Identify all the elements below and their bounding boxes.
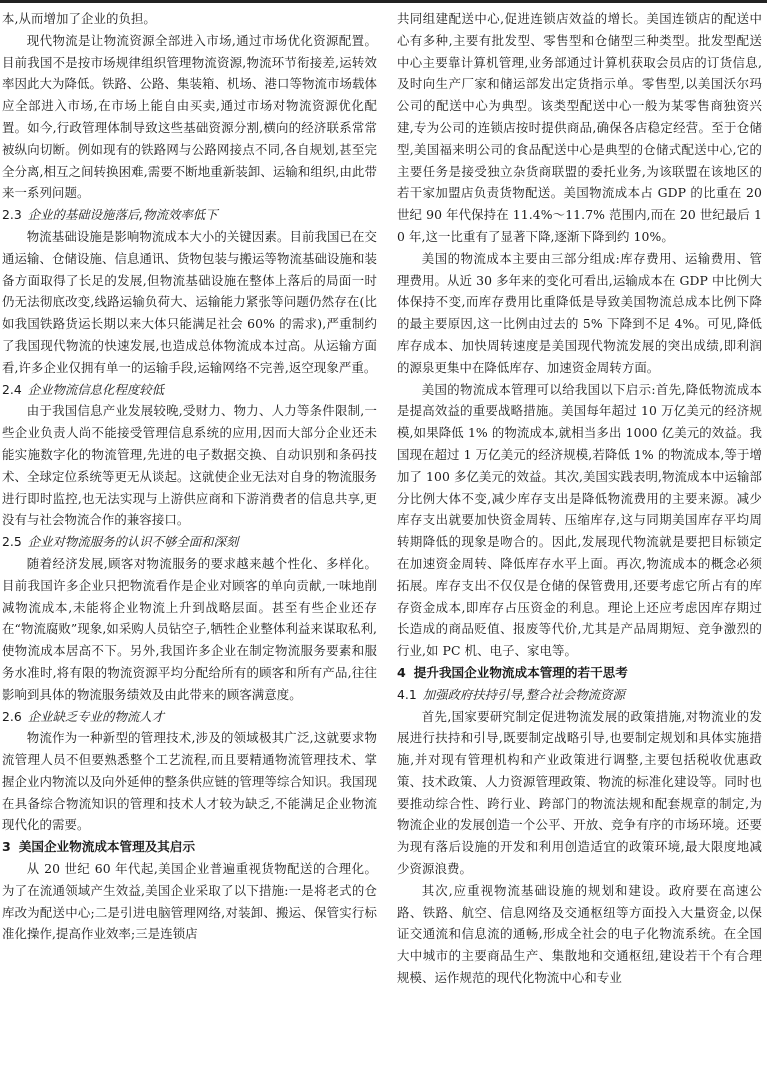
section-title: 企业物流信息化程度较低 <box>27 381 165 397</box>
paragraph: 美国的物流成本主要由三部分组成:库存费用、运输费用、管理费用。从近 30 多年来的变化可看出,运输成本在 GDP 中比例大体保持不变,而库存费用比重降低是导致美国物流总成本比例下降的最主要原因,这一比例由过去的 5% 下降到不足 4%。可见,降低库存成本、加快周转速度是美国现代物流发展的突出成绩,即利润的源泉更集中在降低库存、加速资金周转方面。 <box>397 250 762 375</box>
paragraph: 共同组建配送中心,促进连锁店效益的增长。美国连锁店的配送中心有多种,主要有批发型、零售型和仓储型三种类型。批发型配送中心主要靠计算机管理,业务部通过计算机获取会员店的订货信息,及时向生产厂家和储运部发出定货指示单。零售型,以美国沃尔玛公司的配送中心为典型。该类型配送中心一般为某零售商独资兴建,专为公司的连锁店按时提供商品,确保各店稳定经营。至于仓储型,美国福来明公司的食品配送中心是典型的仓储式配送中心,它的主要任务是接受独立杂货商联盟的委托业务,为该联盟在该地区的若干家加盟店负责货物配送。美国物流成本占 GDP 的比重在 20 世纪 90 年代保持在 11.4%～11.7% 范围内,而在 20 世纪最后 10 年,这一比重有了显著下降,逐渐下降到约 10%。 <box>397 11 762 244</box>
left-column <box>2 8 377 1066</box>
paragraph: 本,从而增加了企业的负担。 <box>2 11 156 26</box>
section-title: 美国企业物流成本管理及其启示 <box>18 839 196 855</box>
paragraph: 首先,国家要研究制定促进物流发展的政策措施,对物流业的发展进行扶持和引导,既要制定战略引导,也要制定规划和具体实施措施,并对现有管理机构和产业政策进行调整,主要包括税收优惠政策、技术政策、人力资源管理政策、物流的标准化建设等。同时也要推动综合性、跨行业、跨部门的物流法规和配套规章的制定,为物流企业的发展创造一个公平、开放、竞争有序的市场环境。还要为现有落后设施的开发和利用创造适宜的政策环境,最大限度地减少资源浪费。 <box>397 708 762 877</box>
section-heading-4-1 <box>397 684 762 706</box>
paragraph: 其次,应重视物流基础设施的规划和建设。政府要在高速公路、铁路、航空、信息网络及交通枢纽等方面投入大量资金,以保证交通流和信息流的通畅,形成全社会的电子化物流系统。在全国大中城市的主要商品生产、集散地和交通枢纽,建设若干个有合理规模、运作规范的现代化物流中心和专业 <box>397 882 762 986</box>
section-title: 加强政府扶持引导,整合社会物流资源 <box>422 686 625 702</box>
paragraph: 现代物流是让物流资源全部进入市场,通过市场优化资源配置。目前我国不是按市场规律组织管理物流资源,物流环节衔接差,运转效率因此大为降低。铁路、公路、集装箱、机场、港口等物流市场载体应全部进入市场,在市场上能自由买卖,通过市场对物流资源优化配置。如今,行政管理体制导致这些基础资源分割,横向的经济联系常常被纵向切断。例如现有的铁路网与公路网接点不同,各自规划,甚至完全分离,相互之间转换困难,需要不断地重新装卸、运输和组织,由此带来一系列问题。 <box>2 32 377 201</box>
paragraph: 物流基础设施是影响物流成本大小的关键因素。目前我国已在交通运输、仓储设施、信息通讯、货物包装与搬运等物流基础设施和装备方面取得了长足的发展,但物流基础设施在整体上落后的局面一时仍无法彻底改变,线路运输负荷大、运输能力紧张等问题仍然存在(比如我国铁路货运长期以来大体只能满足社会 60% 的需求),严重制约了我国现代物流的快速发展,也造成总体物流成本过高。从运输方面看,许多企业仅拥有单一的运输手段,运输网络不完善,返空现象严重。 <box>2 228 377 375</box>
paragraph: 随着经济发展,顾客对物流服务的要求越来越个性化、多样化。目前我国许多企业只把物流看作是企业对顾客的单向贡献,一味地削减物流成本,未能将企业物流上升到战略层面。甚至有些企业还存在“物流腐败”现象,如采购人员钻空子,牺牲企业整体利益来谋取私利,使物流成本居高不下。另外,我国许多企业在制定物流服务要素和服务水准时,将有限的物流资源平均分配给所有的顾客和所有产品,往往影响到具体的物流服务绩效及由此带来的顾客满意度。 <box>2 555 377 702</box>
paragraph: 美国的物流成本管理可以给我国以下启示:首先,降低物流成本是提高效益的重要战略措施。美国每年超过 10 万亿美元的经济规模,如果降低 1% 的物流成本,就相当多出 1000 亿美元的效益。我国现在超过 1 万亿美元的经济规模,若降低 1% 的物流成本,等于增加了 100 多亿美元的效益。其次,美国实践表明,物流成本中运输部分比例大体不变,减少库存支出是降低物流费用的主要来源。减少库存支出就要加快资金周转、压缩库存,这与同期美国库存平均周转期降低的现象是吻合的。因此,发展现代物流就是要把目标锁定在加速资金周转、降低库存水平上面。再次,物流成本的概念必须拓展。库存支出不仅仅是仓储的保管费用,还要考虑它所占有的库存资金成本,即库存占压资金的利息。理论上还应考虑因库存期过长造成的商品贬值、报废等代价,尤其是产品周期短、竞争激烈的行业,如 PC 机、电子、家电等。 <box>397 381 762 659</box>
section-number: 4.1 <box>397 686 417 702</box>
section-number: 3 <box>2 839 11 855</box>
section-number: 2.4 <box>2 381 22 397</box>
right-column <box>397 8 762 1066</box>
section-heading-2-6 <box>2 706 377 728</box>
section-number: 2.3 <box>2 207 22 223</box>
section-title: 企业的基础设施落后,物流效率低下 <box>27 207 218 223</box>
section-heading-2-5 <box>2 531 377 553</box>
section-title: 提升我国企业物流成本管理的若干思考 <box>413 664 628 680</box>
section-number: 2.5 <box>2 534 22 550</box>
header-rule <box>0 0 767 3</box>
article-page <box>2 8 762 1066</box>
section-heading-4 <box>397 662 762 684</box>
section-heading-2-3 <box>2 204 377 226</box>
section-title: 企业对物流服务的认识不够全面和深刻 <box>27 534 239 550</box>
section-title: 企业缺乏专业的物流人才 <box>27 708 165 724</box>
paragraph: 物流作为一种新型的管理技术,涉及的领域极其广泛,这就要求物流管理人员不但要熟悉整个工艺流程,而且要精通物流管理技术、掌握企业内物流以及向外延伸的整条供应链的管理等综合知识。我国现在具备综合物流知识的管理和技术人才较为缺乏,不能满足企业物流现代化的需要。 <box>2 730 377 833</box>
section-number: 4 <box>397 664 406 680</box>
paragraph: 从 20 世纪 60 年代起,美国企业普遍重视货物配送的合理化。为了在流通领域产生效益,美国企业采取了以下措施:一是将老式的仓库改为配送中心;二是引进电脑管理网络,对装卸、搬运、保管实行标准化操作,提高作业效率;三是连锁店 <box>2 861 377 942</box>
section-number: 2.6 <box>2 708 22 724</box>
section-heading-3 <box>2 836 377 858</box>
paragraph: 由于我国信息产业发展较晚,受财力、物力、人力等条件限制,一些企业负责人尚不能接受管理信息系统的应用,因而大部分企业还未能实施数字化的物流管理,先进的电子数据交换、自动识别和条码技术、全球定位系统等更无从谈起。这就使企业无法对自身的物流服务进行即时监控,也无法实现与上游供应商和下游消费者的信息共享,更没有与社会物流合作的兼容接口。 <box>2 403 377 528</box>
section-heading-2-4 <box>2 379 377 401</box>
